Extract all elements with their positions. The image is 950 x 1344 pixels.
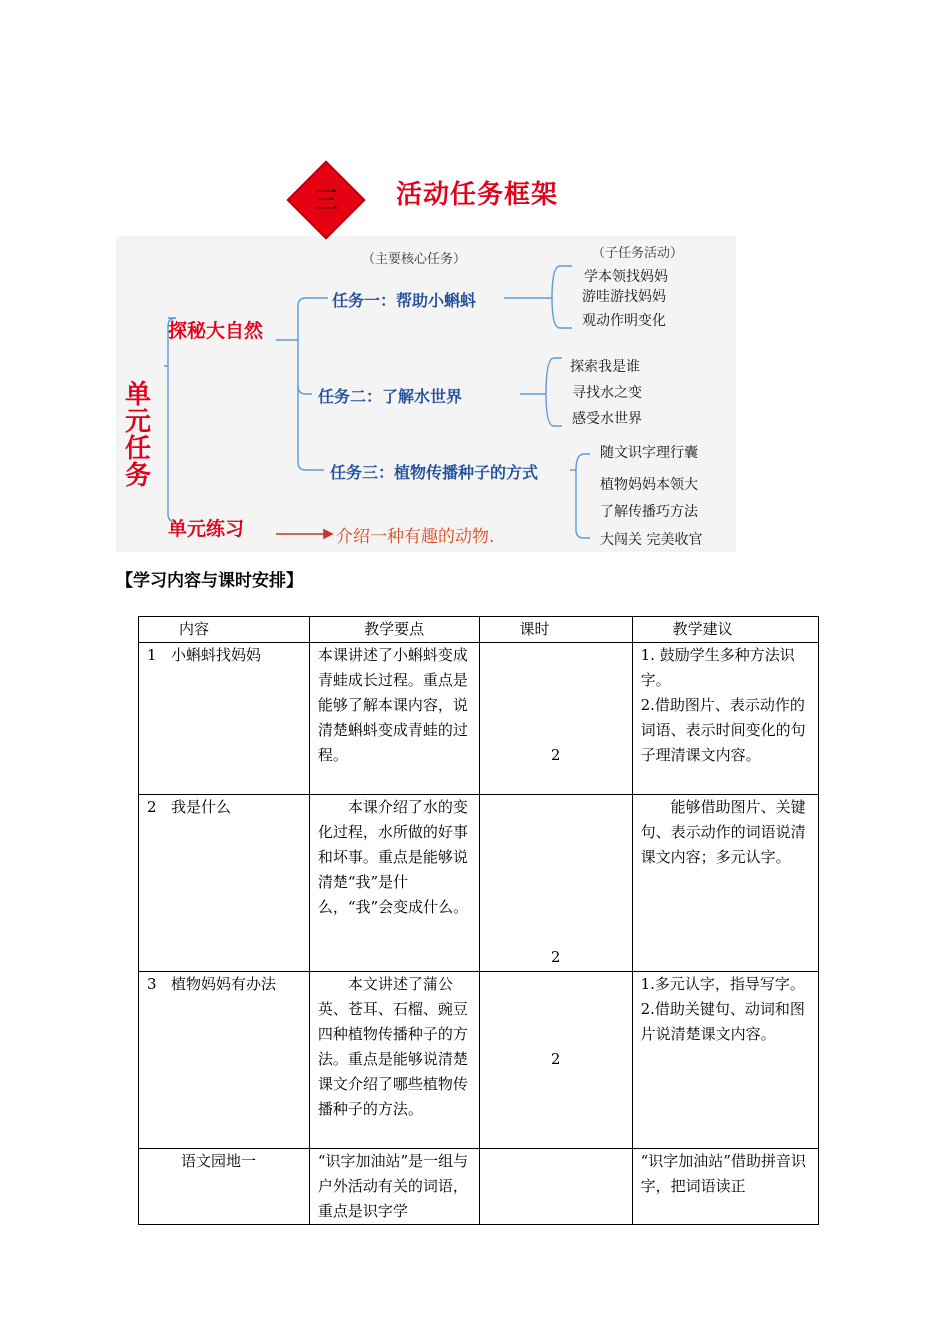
row-hours: 2 <box>479 643 632 795</box>
activity-framework-diagram <box>116 150 736 552</box>
section-heading: 【学习内容与课时安排】 <box>116 571 303 591</box>
lesson-schedule-table <box>138 616 819 1225</box>
branch-explore-nature: 探秘大自然 <box>168 320 264 342</box>
practice-text: 介绍一种有趣的动物. <box>336 527 495 547</box>
header-hours: 课时 <box>479 617 632 643</box>
row-points: 本课介绍了水的变化过程，水所做的好事和坏事。重点是能够说清楚“我”是什么，“我”会变成什么。 <box>309 795 479 972</box>
header-points: 教学要点 <box>309 617 479 643</box>
task-2-sub-1: 探索我是谁 <box>570 359 640 375</box>
row-suggestions: 1.多元认字，指导写字。 2.借助关键句、动词和图片说清楚课文内容。 <box>632 972 818 1149</box>
task-1-sub-3: 观动作明变化 <box>582 313 666 329</box>
section-number: 三 <box>314 186 338 214</box>
header-suggestions: 教学建议 <box>632 617 818 643</box>
task-3-sub-2: 植物妈妈本领大 <box>600 477 698 493</box>
task-2: 任务二：了解水世界 <box>318 387 463 406</box>
table-row <box>139 972 819 1149</box>
row-suggestions: “识字加油站”借助拼音识字，把词语读正 <box>632 1149 818 1225</box>
task-2-sub-3: 感受水世界 <box>572 411 642 427</box>
row-content: 语文园地一 <box>139 1149 310 1225</box>
task-3-sub-4: 大闯关 完美收官 <box>600 532 703 548</box>
table-row <box>139 795 819 972</box>
row-suggestions: 能够借助图片、关键句、表示动作的词语说清课文内容；多元认字。 <box>632 795 818 972</box>
row-hours: 2 <box>479 972 632 1149</box>
task-3-sub-1: 随文识字理行囊 <box>600 445 698 461</box>
row-hours: 2 <box>479 795 632 972</box>
row-hours <box>479 1149 632 1225</box>
row-points: “识字加油站”是一组与户外活动有关的词语，重点是识字学 <box>309 1149 479 1225</box>
header-content: 内容 <box>139 617 310 643</box>
task-3-sub-3: 了解传播巧方法 <box>600 504 698 520</box>
table-row <box>139 643 819 795</box>
task-2-sub-2: 寻找水之变 <box>572 385 642 401</box>
row-points: 本课讲述了小蝌蚪变成青蛙成长过程。重点是能够了解本课内容，说清楚蝌蚪变成青蛙的过程。 <box>309 643 479 795</box>
row-content: 2 我是什么 <box>139 795 310 972</box>
task-1-sub-1: 学本领找妈妈 <box>584 269 668 285</box>
task-3: 任务三：植物传播种子的方式 <box>330 463 539 482</box>
table-header-row <box>139 617 819 643</box>
core-task-label: （主要核心任务） <box>362 252 467 267</box>
task-1-sub-2: 游哇游找妈妈 <box>582 289 666 305</box>
root-node: 单元任务 <box>124 380 151 491</box>
sub-task-label: （子任务活动） <box>592 246 684 261</box>
row-suggestions: 1. 鼓励学生多种方法识字。 2.借助图片、表示动作的词语、表示时间变化的句子理清课文内容。 <box>632 643 818 795</box>
row-content: 1 小蝌蚪找妈妈 <box>139 643 310 795</box>
table-row <box>139 1149 819 1225</box>
row-content: 3 植物妈妈有办法 <box>139 972 310 1149</box>
task-1: 任务一：帮助小蝌蚪 <box>332 291 477 310</box>
branch-unit-practice: 单元练习 <box>168 518 245 540</box>
framework-title: 活动任务框架 <box>396 180 559 210</box>
row-points: 本文讲述了蒲公英、苍耳、石榴、豌豆四种植物传播种子的方法。重点是能够说清楚课文介绍了哪些植物传播种子的方法。 <box>309 972 479 1149</box>
